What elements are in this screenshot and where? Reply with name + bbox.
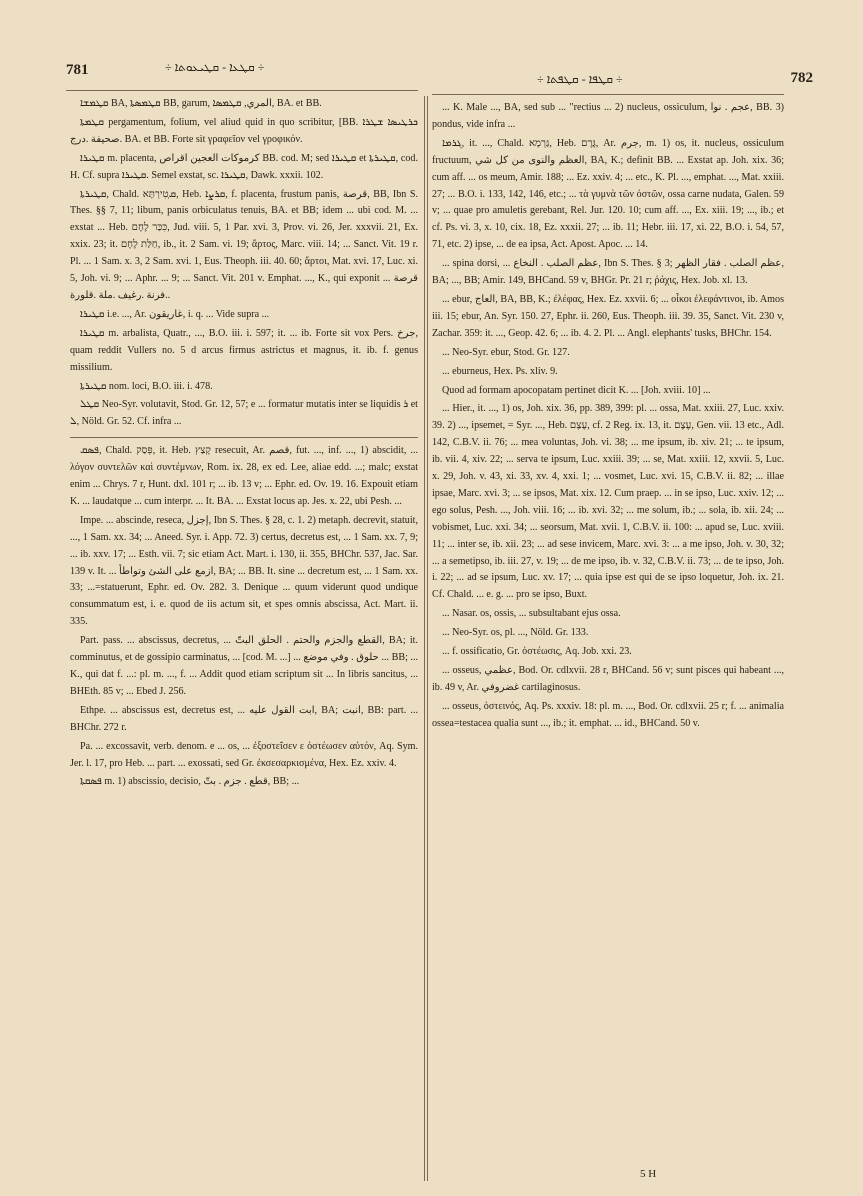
entry-paragraph: Pa. ... excossavit, verb. denom. e ... os, ... ἐξοστεΐσεν ε ὀστέωσεν αὐτόν, Aq. Sym. Jer. l. 17, pro Heb. ... part. ... exossati, sed Gr. ἐκσεσαρκισμένα, Hex. Ez. xxiv. 4. bbox=[70, 740, 418, 769]
right-top-rule bbox=[432, 94, 784, 95]
entry-paragraph: ܦܣܩ, Chald. פְּסַק, it. Heb. קָצַץ resecuit, Ar. قصم, fut. ..., inf. ..., 1) abscidit, ... λόγον συντελῶν καὶ συντέμνων, Rom. ix. 28, ex ed. Lee, aliae edd. ...; malc; exstat enim ... Chrys. 7 r, Hunt. dxl. 101 r; ... ib. 13 v; ... Ephr. ed. Ov. 19. 16. Expouit etiam K. ... laudatque ... cum interpr. ... It. BA. ... Exstat locus ap. Jes. x. 22, ubi Pesh. ... bbox=[70, 445, 418, 507]
section-rule bbox=[70, 437, 418, 438]
entry-paragraph: ܩܛܝܪܐ m. placenta, كرموكات العجين اقراص BB. cod. M; sed ܩܛܝܪܐ et ܩܛܝܪܬܐ, cod. H. Cf. supra ܩܛܝܪܐ. Semel exstat, sc. ܩܛܝܪܐ, Dawk. xxxii. 102. bbox=[70, 152, 418, 181]
entry-paragraph: ... f. ossificatio, Gr. ὀστέωσις, Aq. Job. xxi. 23. bbox=[442, 646, 632, 658]
entry-paragraph: ܓܪܡܐ, it. ..., Chald. גַּרְמָא, Heb. גֶּרֶם, Ar. جرم, m. 1) os, it. nucleus, ossiculum fructuum, العظم والنوى من كل شي, BA, K.; definit BB. ... Exstat ap. Joh. xix. 36; cum aff. ... os meum, Amir. 188; ... Ez. xxiv. 4; ... etc., K. Pl. ..., emphat. ..., Mat. xxiii. 27; ... B.O. i. 133, 142, 146, etc.; ... τὰ γυμνὰ τῶν ὀστῶν, ossa carne nudata, Galen. 59 v; ... quae pro amuletis gerebant, Rel. Jur. 120. 10; cum aff. ..., Ex. xiii. 19; ..., ib.; et cf. Ps. vi. 3, x. 10, cix. 18, Ez. xxxii. 27; ... ib. 11; Hebr. iii. 17, xi. 22, B.O. i. 54, 57, 71, etc. 2) ipse, ... de ea ipsa, Act. Apost. Apoc. ... 14. bbox=[432, 137, 785, 251]
entry-paragraph: ... eburneus, Hex. Ps. xliv. 9. bbox=[442, 365, 558, 377]
left-column bbox=[70, 96, 418, 793]
entry-paragraph: ... Hier., it. ..., 1) os, Joh. xix. 36, pp. 389, 399: pl. ... ossa, Mat. xxiii. 27, Luc. xxiv. 39. 2) ..., ipsemet, = Syr. ..., Heb. עֶצֶם, cf. 2 Reg. ix. 13, it. עֶצֶם, Gen. vii. 13 etc., Adl. 142, C.B.V. ii. 76; ... mea voluntas, Joh. vi. 38; ... me ipsum, ib. xiv. 21; ... te ipsum, ib. vii. 4, xiv. 22; ... serva te ipsum, Luc. xxiii. 39; ... se, Mat. xxiii. 12, xxvii. 5, Luc. x. 29, Joh. v. 43, xi. 33, xv. 4, xxi. 1; ... vosmet, Luc. xvi. 15, C.B.V. ii. 82; ... illae ipsae, Marc. xvi. 3; ... se ipsos, Mat. xix. 12. Cum praep. ... in se ipso, Luc. xxiv. 12; ... ego solus, Pesh. ..., Joh. viii. 16; ... ib. xvi. 32; ... me solum, ib.; ... sola, ib. xii. 24; ... vobismet, Luc. xxi. 34; ... seorsum, Mat. xvii. 1, C.B.V. ii. 100: ... apud se, Luc. xviii. 11; ... inter se, ib. xii. 23; ... ad sese invicem, Marc. xvi. 3: ... a me ipso, Joh. v. 30, 32; ... a semetipso, ib. iii. 27, v. 19; ... de me ipso, ib. v. 32, C.B.V. ii. 73; ... de te ipso, Joh. i. 22; ... ad se ipsum, Luc. xv. 17; ... quia ipse est qui de se ipso loquetur, Joh. ix. 21. Cf. Chald. ... e. g. ... pro se ipso, Buxt. bbox=[432, 403, 785, 601]
entry-paragraph: ... Nasar. os, ossis, ... subsultabant ejus ossa. bbox=[442, 608, 621, 620]
entry-paragraph: ܩܛܡܫܐ BA, ܩܛܡܣܬܐ BB, garum, المري, ܩܛܡܣܐ, BA. et BB. bbox=[80, 98, 322, 109]
left-running-head: ÷ ܩܛܥܐ - ܩܛܝܥܘܬܐ ÷ bbox=[165, 60, 265, 74]
column-divider bbox=[424, 96, 425, 1181]
entry-paragraph: ... Neo-Syr. ebur, Stod. Gr. 127. bbox=[442, 346, 570, 358]
right-page-number: 782 bbox=[790, 70, 813, 86]
left-page-number: 781 bbox=[66, 62, 89, 78]
right-column bbox=[432, 100, 784, 735]
entry-paragraph: ܩܛܡܬܐ pergamentum, folium, vel aliud quid in quo scribitur, [BB. ܟܪܛܝܣܐ ܫܛܪܐ .صحيفة .درج BA. et BB. Forte sit γραφεῖον vel γροφικόν. bbox=[70, 116, 418, 145]
entry-paragraph: ܩܛܝܪܬܐ, Chald. ܩְטִירְתָּא, Heb. ܩܪܨܐ, f. placenta, frustum panis, قرصة, BB, Ibn S. Thes. §§ 7, 11; libum, panis orbiculatus tenuis, BA. et BB; idem ... ubi cod. M. ... exstat ... Heb. כִּכַּר לֶחֶם, Jud. viii. 5, 1 Par. xvi. 3, Prov. vi. 26, Jer. xxxvii. 21, Ex. xxix. 23; it. חַלַּת לֶחֶם, ib., it. 2 Sam. vi. 19; ἄρτος, Marc. viii. 14; ... Sanct. Vit. 19 r. Pl. ... 1 Sam. x. 3, 2 Sam. xvi. 1, Eus. Theoph. iii. 40. 60; ἄρτοι, Mat. xvi. 17, Luc. xi. 5, Joh. vi. 9; ... Aphr. ... 9; ... Sanct. Vit. 201 v. Emphat. ..., K., qui exponit ... قرصة .فرنة .رغيف .ملة .قلورة. bbox=[70, 188, 418, 301]
entry-paragraph: ܩܛܠ Neo-Syr. volutavit, Stod. Gr. 12, 57; e ... formatur mutatis inter se liquidis ܪ et ܠ, Nöld. Gr. 52. Cf. infra ... bbox=[70, 399, 418, 428]
entry-paragraph: Ethpe. ... abscissus est, decretus est, ... ابت القول عليه, BA; انبت, BB: part. ... BHChr. 272 r. bbox=[70, 704, 419, 733]
entry-paragraph: ... Neo-Syr. os, pl. ..., Nöld. Gr. 133. bbox=[442, 627, 589, 639]
entry-paragraph: ... osseus, عظمي, Bod. Or. cdlxvii. 28 r, BHCand. 56 v; sunt pisces qui habeant ..., ib. 49 v, Ar. غضروفي cartilaginosus. bbox=[432, 665, 785, 693]
entry-paragraph: ܩܛܝܪܬܐ nom. loci, B.O. iii. i. 478. bbox=[80, 380, 213, 392]
entry-paragraph: ... osseus, ὀστεινός, Aq. Ps. xxxiv. 18: pl. m. ..., Bod. Or. cdlxvii. 25 r; f. ... animalia ossea=testacea qualia sunt ..., ib.; it. emphat. ... id., BHCand. 50 v. bbox=[432, 700, 784, 729]
column-divider-second bbox=[427, 96, 428, 1181]
entry-paragraph: Part. pass. ... abscissus, decretus, ... القطع والجزم والحتم . الحلق البتّ, BA; it. comminutus, et de gossipio carminatus, ... [cod. M. ...] ... حلوق . وفي موضع ... BB; ... K., qui dat f. ...: pl. m. ..., f. ... Addit quod etiam scriptum sit ... In libris sancitus, ... BHEth. 85 v; ... Ebed J. 256. bbox=[70, 635, 419, 697]
signature-mark: 5 H bbox=[640, 1168, 657, 1180]
entry-paragraph: ... ebur, العاج, BA, BB, K.; ἐλέφας, Hex. Ez. xxvii. 6; ... οἶκοι ἐλεφάντινοι, ib. Amos iii. 15; ebur, An. Syr. 150. 27, Ephr. ii. 260, Eus. Theoph. iii. 39. 35, Sanct. Vit. 230 v, Zachar. 359: it. ..., Geop. 42. 6; ... ib. 4. 2. Pl. ... Angl. elephants' tusks, BHChr. 154. bbox=[432, 293, 785, 339]
entry-paragraph: ܩܛܝܪܐ i.e. ..., Ar. غاريقون, i. q. ... Vide supra ... bbox=[80, 308, 270, 320]
left-top-rule bbox=[66, 90, 418, 91]
entry-paragraph: Quod ad formam apocopatam pertinet dicit K. ... [Joh. xviii. 10] ... bbox=[442, 384, 711, 396]
entry-paragraph: ܩܛܝܪܐ m. arbalista, Quatr., ..., B.O. iii. i. 597; it. ... ib. Forte sit vox Pers. جرخ, quam reddit Vullers no. 5 d arcus firmus astrictus et magnus, it. ib. f. genus missilium. bbox=[70, 327, 418, 373]
entry-paragraph: ܦܣܩܬܐ m. 1) abscissio, decisio, قطع . جزم . بتّ, BB; ... bbox=[80, 776, 300, 788]
right-running-head: ÷ ܩܛܦܐ - ܩܛܦܬܐ ÷ bbox=[537, 72, 623, 86]
entry-paragraph: ... spina dorsi, ... عظم الصلب . النخاع, Ibn S. Thes. § 3; عظم الصلب . فقار الظهر, BA; ..., BB; Amir. 149, BHCand. 59 v, BHGr. Pr. 21 r; ῥάχις, Hex. Job. xl. 13. bbox=[432, 258, 784, 287]
entry-paragraph: ... K. Male ..., BA, sed sub ... "rectius ... 2) nucleus, ossiculum, عجم . نوا, BB. 3) pondus, vide infra ... bbox=[432, 102, 784, 130]
entry-paragraph: Impe. ... abscinde, reseca, إجزل, Ibn S. Thes. § 28, c. 1. 2) metaph. decrevit, statuit, ..., 1 Sam. xx. 34; ... Aneed. Syr. i. App. 72. 3) certus, decretus est, ... 1 Sam. xx. 7, 9; ... ib. xxv. 17; ... Esth. vii. 7; sic etiam Act. Mart. i. 130, ii. 355, BHChr. 537, Jac. Sar. 139 v. It. ... ازمع على الشئ وتواطأ, BA; ... BB. It. sine ... decretum est, ... 1 Sam. xx. 33; ...=statuerunt, Ephr. ed. Ov. 282. 3. Denique ... quum viderunt quod undique consummatum est, i. e. quod de iis actum sit, et spes omnis abscissa, Act. Mart. ii. 335. bbox=[70, 514, 418, 628]
